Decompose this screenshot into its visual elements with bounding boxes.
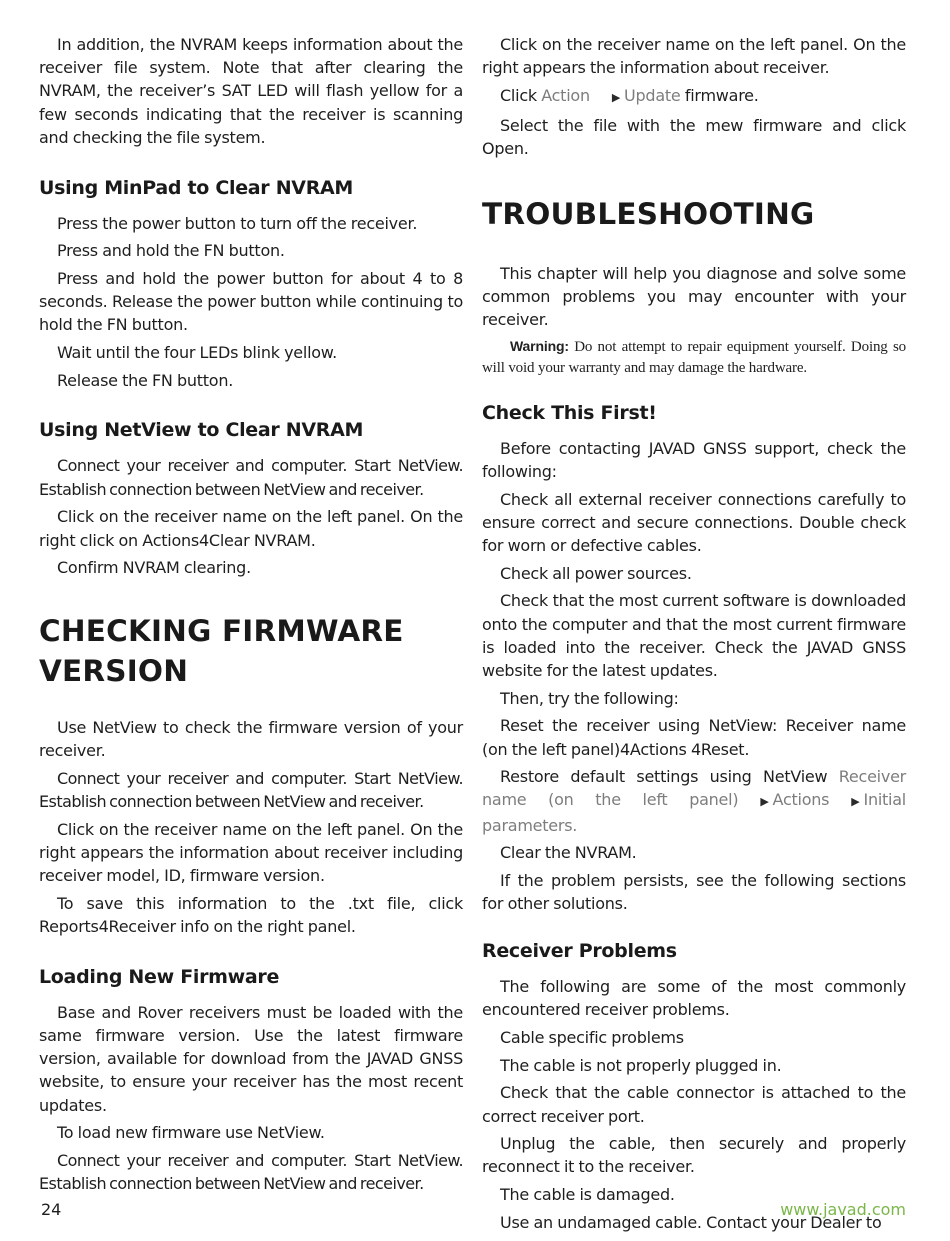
warning-label: Warning:	[510, 337, 569, 354]
firmware-paragraph: Use NetView to check the firmware version of your receiver.	[39, 717, 463, 761]
troubleshooting-intro: This chapter will help you diagnose and solve some common problems you may encounter with your receiver.	[482, 263, 906, 329]
loading-firmware-heading: Loading New Firmware	[39, 965, 280, 988]
check-paragraph: Check all power sources.	[500, 563, 692, 583]
triangle-right-icon: ▶	[611, 90, 621, 104]
check-paragraph: Then, try the following:	[500, 688, 679, 708]
netview-step: Confirm NVRAM clearing.	[57, 558, 251, 578]
minpad-step: Press the power button to turn off the receiver.	[57, 213, 418, 233]
check-first-heading: Check This First!	[482, 401, 657, 424]
receiver-name-path: Receiver name (on the left panel)	[482, 767, 906, 810]
firmware-word: firmware.	[684, 85, 759, 105]
netview-step: Connect your receiver and computer. Start NetView. Establish connection between NetView and receiver.	[39, 456, 463, 499]
triangle-right-icon: ▶	[760, 795, 769, 809]
check-paragraph: Reset the receiver using NetView: Receiver name (on the left panel)4Actions 4Reset.	[482, 716, 906, 759]
receiver-paragraph: The following are some of the most commonly encountered receiver problems.	[482, 976, 906, 1020]
restore-defaults-step	[482, 765, 906, 837]
receiver-problems-heading: Receiver Problems	[482, 939, 677, 962]
left-column	[39, 33, 463, 1200]
triangle-right-icon: ▶	[851, 795, 860, 809]
receiver-paragraph: Unplug the cable, then securely and properly reconnect it to the receiver.	[482, 1134, 906, 1177]
receiver-paragraph: Check that the cable connector is attached to the correct receiver port.	[482, 1083, 906, 1126]
firmware-heading-line1: CHECKING FIRMWARE	[39, 613, 404, 648]
minpad-step: Press and hold the FN button.	[57, 241, 285, 261]
firmware-paragraph: Connect your receiver and computer. Start NetView. Establish connection between NetView and receiver.	[39, 768, 463, 812]
check-paragraph: Clear the NVRAM.	[500, 843, 637, 863]
update-menu-label: Update	[624, 85, 681, 105]
restore-prefix: Restore default settings using NetView	[500, 767, 828, 787]
check-paragraph: Check that the most current software is downloaded onto the computer and that the most current firmware is loaded into the receiver. Check the JAVAD GNSS website for the latest updates.	[482, 591, 906, 680]
firmware-section-heading	[39, 611, 463, 691]
select-file-paragraph: Select the file with the mew firmware and click Open.	[482, 115, 906, 158]
receiver-paragraph: Cable specific problems	[500, 1027, 684, 1047]
page-number: 24	[41, 1200, 62, 1219]
netview-heading: Using NetView to Clear NVRAM	[39, 419, 364, 442]
receiver-paragraph: Use an undamaged cable. Contact your Dealer to	[500, 1212, 882, 1232]
warning-text: Do not attempt to repair equipment yourself. Doing so will void your warranty and may damage the hardware.	[482, 338, 906, 376]
continuation-paragraph: Click on the receiver name on the left panel. On the right appears the information about receiver.	[482, 35, 906, 78]
loading-paragraph: Connect your receiver and computer. Start NetView. Establish connection between NetView and receiver.	[39, 1151, 463, 1194]
minpad-step: Press and hold the power button for about 4 to 8 seconds. Release the power button while continuing to hold the FN button.	[39, 268, 463, 335]
initial-parameters-path: Initial parameters.	[482, 790, 906, 835]
click-word: Click	[500, 85, 537, 105]
check-paragraph: Check all external receiver connections carefully to ensure correct and secure connections. Double check for worn or defective cables.	[482, 489, 906, 555]
receiver-paragraph: The cable is not properly plugged in.	[500, 1055, 782, 1075]
receiver-paragraph: The cable is damaged.	[500, 1185, 675, 1205]
firmware-heading-line2: VERSION	[39, 653, 189, 688]
loading-paragraph: To load new firmware use NetView.	[57, 1123, 325, 1143]
action-menu-label: Action	[541, 85, 590, 105]
firmware-paragraph: Click on the receiver name on the left panel. On the right appears the information about receiver including receiver model, ID, firmware version.	[39, 819, 463, 886]
warning-note	[482, 336, 906, 379]
troubleshooting-heading: TROUBLESHOOTING	[482, 196, 815, 231]
minpad-step: Wait until the four LEDs blink yellow.	[57, 343, 338, 363]
footer-url[interactable]: www.javad.com	[780, 1200, 906, 1219]
minpad-step: Release the FN button.	[57, 370, 234, 390]
right-column	[482, 33, 906, 1239]
nvram-intro-paragraph: In addition, the NVRAM keeps information about the receiver file system. Note that after clearing the NVRAM, the receiver’s SAT LED will flash yellow for a few seconds indicating that the receiver is scanning and checking the file system.	[39, 35, 463, 147]
check-paragraph: Before contacting JAVAD GNSS support, check the following:	[482, 438, 906, 481]
minpad-heading: Using MinPad to Clear NVRAM	[39, 176, 354, 199]
actions-path: Actions	[772, 790, 830, 810]
check-paragraph: If the problem persists, see the following sections for other solutions.	[482, 871, 906, 914]
loading-paragraph: Base and Rover receivers must be loaded with the same firmware version. Use the latest firmware version, available for download from the JAVAD GNSS website, to ensure your receiver has the most recent updates.	[39, 1002, 463, 1115]
firmware-paragraph: To save this information to the .txt file, click Reports4Receiver info on the right panel.	[39, 893, 463, 937]
netview-step: Click on the receiver name on the left panel. On the right click on Actions4Clear NVRAM.	[39, 507, 463, 550]
update-firmware-step	[482, 84, 906, 109]
